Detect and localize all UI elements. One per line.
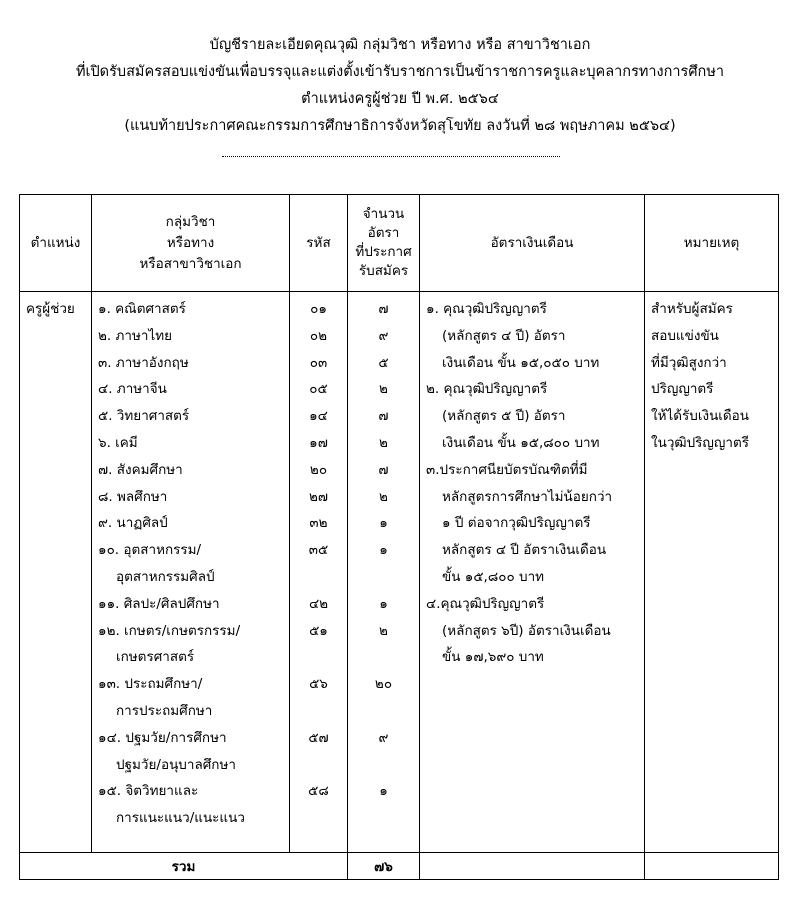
salary-line: ๔.คุณวุฒิปริญญาตรี	[426, 595, 545, 612]
header-remark: หมายเหตุ	[645, 195, 779, 292]
subject-count: ๑	[379, 783, 388, 800]
salary-line: ๓.ประกาศนียบัตรบัณฑิตที่มี	[426, 461, 588, 478]
count-spacer	[348, 752, 419, 779]
subject-count: ๗	[378, 408, 389, 425]
subject-code: ๕๖	[309, 676, 328, 693]
code-spacer	[290, 805, 347, 832]
total-salary-empty	[420, 853, 645, 880]
subject-count: ๑	[379, 595, 388, 612]
salary-line: หลักสูตร ๔ ปี อัตราเงินเดือน	[442, 542, 607, 559]
salary-line: ขั้น ๑๗,๖๙๐ บาท	[442, 649, 544, 666]
subject-name: ๔. ภาษาจีน	[98, 381, 167, 398]
salary-line: ๑. คุณวุฒิปริญญาตรี	[426, 301, 547, 317]
subject-name-continued: การแนะแนว/แนะแนว	[116, 810, 245, 827]
salary-line: หลักสูตรการศึกษาไม่น้อยกว่า	[442, 488, 613, 505]
header-line-2: ที่เปิดรับสมัครสอบแข่งขันเพื่อบรรจุและแต่งตั้งเข้ารับราชการเป็นข้าราชการครูและบุคลากรทางการศึกษา	[75, 64, 725, 80]
header-line-1: บัญชีรายละเอียดคุณวุฒิ กลุ่มวิชา หรือทาง หรือ สาขาวิชาเอก	[209, 37, 591, 53]
subject-code: ๓๒	[309, 515, 328, 532]
code-spacer	[290, 752, 347, 779]
subject-code: ๕๗	[308, 729, 329, 746]
subject-name: ๑๕. จิตวิทยาและ	[98, 783, 199, 800]
remark-line: ที่มีวุฒิสูงกว่า	[651, 354, 727, 371]
subject-count: ๑	[379, 515, 388, 532]
table-body-row	[20, 292, 779, 853]
remark-line: สอบแข่งขัน	[651, 327, 719, 344]
salary-line: เงินเดือน ขั้น ๑๕,๘๐๐ บาท	[442, 434, 600, 451]
subject-count: ๒	[379, 434, 388, 451]
subject-code: ๓๕	[308, 542, 329, 559]
count-spacer	[348, 698, 419, 725]
subject-code: ๑๗	[309, 434, 328, 451]
code-spacer	[290, 644, 347, 671]
header-code: รหัส	[290, 195, 348, 292]
subject-count: ๒	[379, 622, 388, 639]
subject-name: ๑๓. ประถมศึกษา/	[98, 676, 203, 693]
header-subject: กลุ่มวิชา หรือทาง หรือสาขาวิชาเอก	[92, 195, 290, 292]
code-spacer	[290, 698, 347, 725]
subject-name: ๑๐. อุตสาหกรรม/	[98, 542, 202, 559]
subject-name: ๑๒. เกษตร/เกษตรกรรม/	[98, 622, 241, 639]
total-count: ๗๖	[348, 853, 420, 880]
salary-line: ๒. คุณวุฒิปริญญาตรี	[426, 381, 548, 398]
subject-count: ๒๐	[374, 676, 393, 693]
count-spacer	[348, 644, 419, 671]
subject-code: ๒๐	[309, 461, 328, 478]
subject-name-continued: เกษตรศาสตร์	[116, 649, 195, 666]
subject-name: ๖. เคมี	[98, 434, 138, 451]
subject-column	[92, 292, 290, 853]
position-cell: ครูผู้ช่วย	[20, 292, 92, 853]
salary-line: ๑ ปี ต่อจากวุฒิปริญญาตรี	[442, 515, 591, 532]
salary-line: (หลักสูตร ๕ ปี) อัตรา	[442, 408, 566, 425]
subject-count: ๒	[379, 381, 388, 398]
subject-name: ๑. คณิตศาสตร์	[98, 301, 186, 317]
header-position: ตำแหน่ง	[20, 195, 92, 292]
subject-name: ๘. พลศึกษา	[98, 488, 168, 505]
subject-name: ๗. สังคมศึกษา	[98, 461, 183, 478]
subject-code: ๕๑	[309, 622, 328, 639]
total-row	[20, 853, 779, 880]
qualification-table	[19, 194, 779, 880]
header-count: จำนวน อัตรา ที่ประกาศ รับสมัคร	[348, 195, 420, 292]
subject-count: ๙	[378, 327, 389, 344]
total-remark-empty	[645, 853, 779, 880]
subject-code: ๒๗	[308, 488, 329, 505]
salary-line: (หลักสูตร ๖ปี) อัตราเงินเดือน	[442, 622, 611, 639]
code-column	[290, 292, 348, 853]
subject-name-continued: การประถมศึกษา	[116, 702, 213, 719]
count-spacer	[348, 564, 419, 591]
subject-count: ๕	[378, 354, 389, 371]
remark-line: สำหรับผู้สมัคร	[651, 301, 733, 317]
header-line-4: (แนบท้ายประกาศคณะกรรมการศึกษาธิการจังหวัดสุโขทัย ลงวันที่ ๒๘ พฤษภาคม ๒๕๖๔)	[124, 118, 676, 134]
subject-count: ๙	[378, 729, 389, 746]
remark-line: ในวุฒิปริญญาตรี	[651, 434, 750, 451]
subject-code: ๐๑	[310, 301, 327, 317]
table-header-row	[20, 195, 779, 292]
count-column	[348, 292, 420, 853]
remark-column	[645, 292, 779, 853]
subject-code: ๔๒	[308, 595, 329, 612]
total-label: รวม	[20, 853, 348, 880]
remark-line: ปริญญาตรี	[651, 381, 714, 398]
remark-line: ให้ได้รับเงินเดือน	[651, 408, 750, 425]
subject-name: ๒. ภาษาไทย	[98, 327, 173, 344]
subject-name: ๕. วิทยาศาสตร์	[98, 408, 190, 425]
subject-count: ๑	[379, 542, 388, 559]
count-spacer	[348, 805, 419, 832]
subject-code: ๐๓	[309, 354, 328, 371]
subject-count: ๗	[378, 301, 389, 317]
subject-name-continued: อุตสาหกรรมศิลป์	[116, 568, 215, 585]
header-salary: อัตราเงินเดือน	[420, 195, 645, 292]
salary-column	[420, 292, 645, 853]
subject-name-continued: ปฐมวัย/อนุบาลศึกษา	[116, 756, 236, 773]
subject-code: ๐๒	[309, 327, 328, 344]
subject-name: ๙. นาฏศิลป์	[98, 515, 168, 532]
subject-count: ๒	[379, 488, 388, 505]
salary-line: ขั้น ๑๕,๘๐๐ บาท	[442, 568, 545, 585]
subject-name: ๓. ภาษาอังกฤษ	[98, 354, 189, 371]
document-header	[0, 32, 800, 140]
subject-count: ๗	[378, 461, 389, 478]
subject-name: ๑๔. ปฐมวัย/การศึกษา	[98, 729, 227, 746]
subject-code: ๕๘	[308, 783, 329, 800]
subject-code: ๑๔	[309, 408, 328, 425]
code-spacer	[290, 564, 347, 591]
dotted-divider	[222, 156, 560, 157]
header-line-3: ตำแหน่งครูผู้ช่วย ปี พ.ศ. ๒๕๖๔	[301, 91, 499, 107]
subject-code: ๐๕	[309, 381, 328, 398]
salary-line: (หลักสูตร ๔ ปี) อัตรา	[442, 327, 566, 344]
subject-name: ๑๑. ศิลปะ/ศิลปศึกษา	[98, 595, 220, 612]
salary-line: เงินเดือน ขั้น ๑๕,๐๕๐ บาท	[442, 354, 600, 371]
